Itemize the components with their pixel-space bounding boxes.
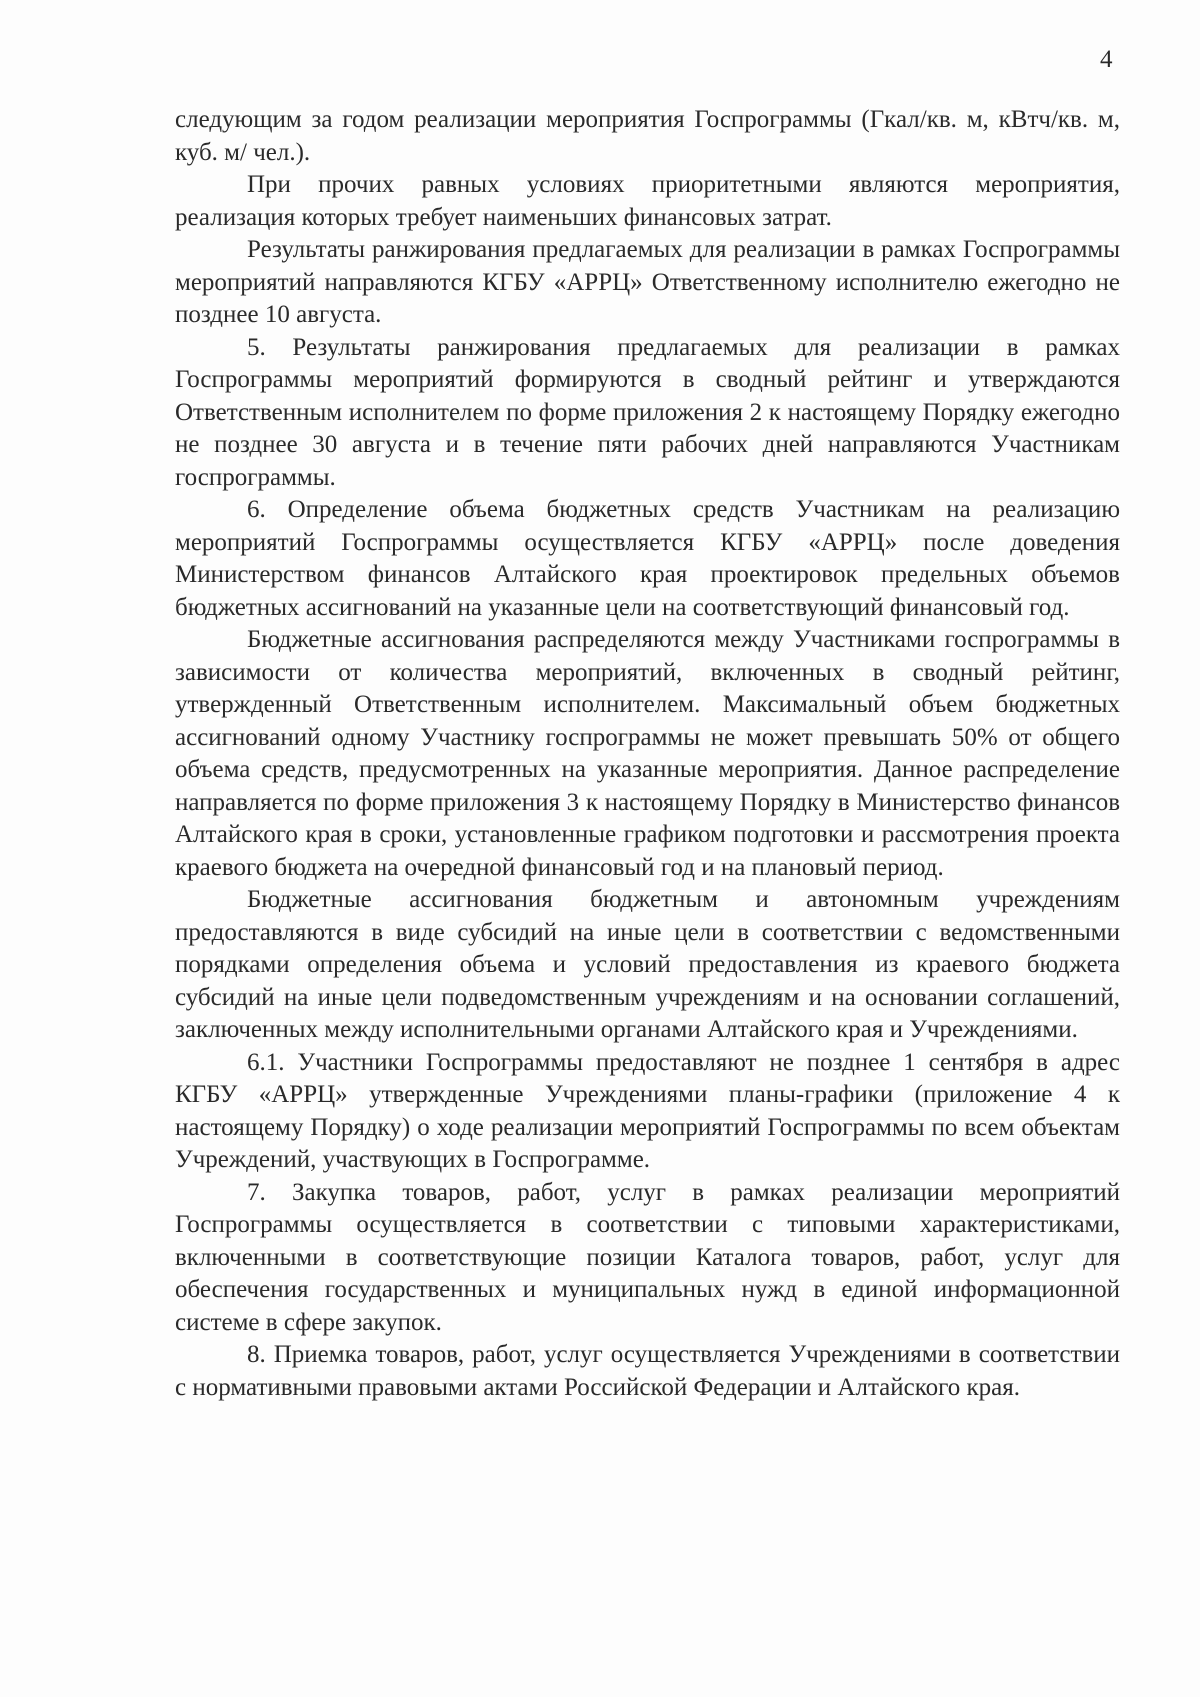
paragraph-item-5: 5. Результаты ранжирования предлагаемых для реализации в рамках Госпрограммы мероприятий формируются в сводный рейтинг и утверждаются Ответственным исполнителем по форме приложения 2 к настоящему Порядку ежегодно не позднее 30 августа и в течение пяти рабочих дней направляются Участникам госпрограммы. — [175, 333, 1120, 491]
document-body — [175, 104, 1120, 1404]
page-number: 4 — [1100, 46, 1113, 73]
paragraph-item-7: 7. Закупка товаров, работ, услуг в рамках реализации мероприятий Госпрограммы осуществляется в соответствии с типовыми характеристиками, включенными в соответствующие позиции Каталога товаров, работ, услуг для обеспечения государственных и муниципальных нужд в единой информационной системе в сфере закупок. — [175, 1178, 1120, 1336]
paragraph-continuation: следующим за годом реализации мероприятия Госпрограммы (Гкал/кв. м, кВтч/кв. м, куб. м/ чел.). — [175, 106, 1120, 166]
paragraph-ranking-results: Результаты ранжирования предлагаемых для реализации в рамках Госпрограммы мероприятий направляются КГБУ «АРРЦ» Ответственному исполнителю ежегодно не позднее 10 августа. — [175, 236, 1120, 328]
paragraph-budget-distribution: Бюджетные ассигнования распределяются между Участниками госпрограммы в зависимости от количества мероприятий, включенных в сводный рейтинг, утвержденный Ответственным исполнителем. Максимальный объем бюджетных ассигнований одному Участнику госпрограммы не может превышать 50% от общего объема средств, предусмотренных на указанные мероприятия. Данное распределение направляется по форме приложения 3 к настоящему Порядку в Министерство финансов Алтайского края в сроки, установленные графиком подготовки и рассмотрения проекта краевого бюджета на очередной финансовый год и на плановый период. — [175, 626, 1120, 881]
paragraph-item-6-1: 6.1. Участники Госпрограммы предоставляют не позднее 1 сентября в адрес КГБУ «АРРЦ» утвержденные Учреждениями планы-графики (приложение 4 к настоящему Порядку) о ходе реализации мероприятий Госпрограммы по всем объектам Учреждений, участвующих в Госпрограмме. — [175, 1048, 1120, 1173]
paragraph-priority: При прочих равных условиях приоритетными являются мероприятия, реализация которых требует наименьших финансовых затрат. — [175, 171, 1120, 231]
paragraph-budget-subsidies: Бюджетные ассигнования бюджетным и автономным учреждениям предоставляются в виде субсидий на иные цели в соответствии с ведомственными порядками определения объема и условий предоставления из краевого бюджета субсидий на иные цели подведомственным учреждениям и на основании соглашений, заключенных между исполнительными органами Алтайского края и Учреждениями. — [175, 886, 1120, 1043]
paragraph-item-6: 6. Определение объема бюджетных средств Участникам на реализацию мероприятий Госпрограммы осуществляется КГБУ «АРРЦ» после доведения Министерством финансов Алтайского края проектировок предельных объемов бюджетных ассигнований на указанные цели на соответствующий финансовый год. — [175, 496, 1120, 621]
paragraph-item-8: 8. Приемка товаров, работ, услуг осуществляется Учреждениями в соответствии с нормативными правовыми актами Российской Федерации и Алтайского края. — [175, 1341, 1120, 1401]
